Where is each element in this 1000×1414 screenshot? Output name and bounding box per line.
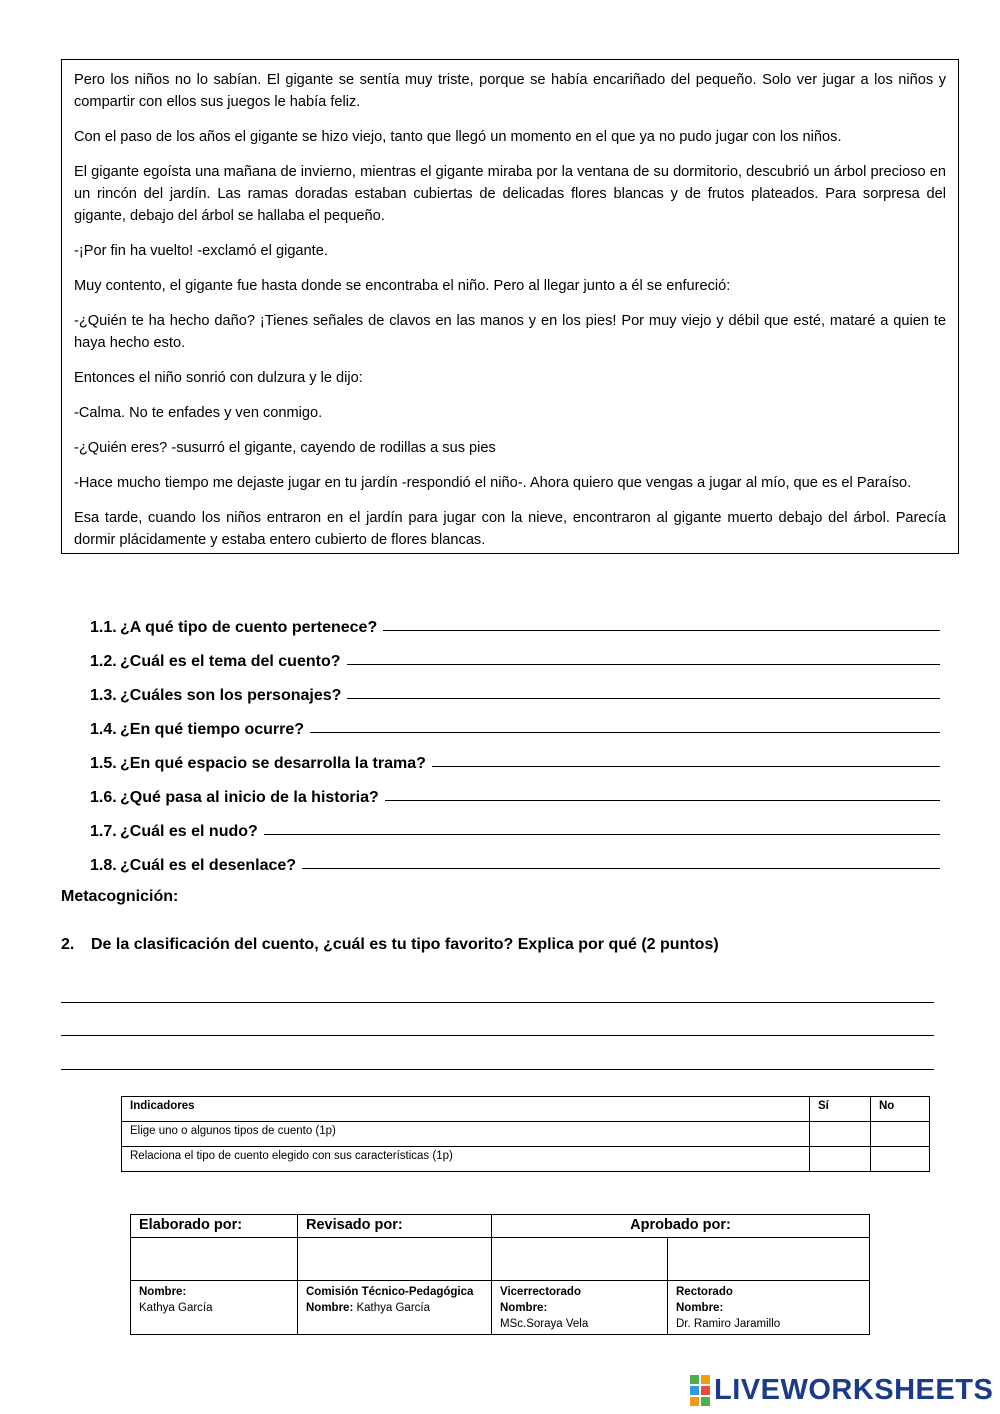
- name-value: Dr. Ramiro Jaramillo: [676, 1318, 781, 1330]
- yes-cell[interactable]: [810, 1147, 871, 1172]
- story-paragraph: -¡Por fin ha vuelto! -exclamó el gigante.: [74, 243, 328, 259]
- answer-line[interactable]: [432, 766, 940, 767]
- no-cell[interactable]: [871, 1122, 930, 1147]
- story-paragraph: Pero los niños no lo sabían. El gigante se sentía muy triste, porque se había encariñado del pequeño. Solo ver jugar a los niños y compartir con ellos sus juegos le había feliz.: [74, 72, 946, 110]
- question-text: ¿Cuál es el tema del cuento?: [120, 653, 341, 670]
- story-paragraph: Muy contento, el gigante fue hasta donde se encontraba el niño. Pero al llegar junto a él se enfureció:: [74, 278, 731, 294]
- role-title: Comisión Técnico-Pedagógica: [306, 1286, 474, 1298]
- role-title: Rectorado: [676, 1286, 733, 1298]
- indicators-table: [121, 1096, 930, 1172]
- question-row: [90, 841, 940, 875]
- name-label: Nombre:: [306, 1302, 354, 1314]
- question-number: 1.1.: [90, 619, 117, 636]
- name-value: Kathya García: [356, 1302, 430, 1314]
- question-row: [90, 739, 940, 773]
- answer-line[interactable]: [61, 1069, 934, 1070]
- signatures-header-row: [131, 1215, 870, 1238]
- question-text: ¿En qué tiempo ocurre?: [120, 721, 305, 738]
- answer-line[interactable]: [61, 1035, 934, 1036]
- signature-cell: [298, 1238, 492, 1281]
- liveworksheets-logo[interactable]: [690, 1370, 993, 1410]
- name-value: MSc.Soraya Vela: [500, 1318, 589, 1330]
- story-paragraph: Entonces el niño sonrió con dulzura y le dijo:: [74, 370, 363, 386]
- question-row: [90, 637, 940, 671]
- name-label: Nombre:: [500, 1302, 548, 1314]
- indicator-row: [122, 1147, 930, 1172]
- signature-cell: [668, 1238, 870, 1281]
- story-paragraph: -¿Quién eres? -susurró el gigante, cayendo de rodillas a sus pies: [74, 440, 496, 456]
- liveworksheets-brand: LIVEWORKSHEETS: [714, 1373, 994, 1406]
- name-label: Nombre:: [676, 1302, 724, 1314]
- yes-header: Sí: [810, 1097, 871, 1122]
- question-number: 1.2.: [90, 653, 117, 670]
- question-text: ¿Cuál es el nudo?: [120, 823, 258, 840]
- question-row: [90, 671, 940, 705]
- signature-names-row: [131, 1281, 870, 1335]
- signature-cell: [131, 1238, 298, 1281]
- question-text: ¿Qué pasa al inicio de la historia?: [120, 789, 379, 806]
- indicator-row: [122, 1122, 930, 1147]
- story-paragraph: El gigante egoísta una mañana de invierno, mientras el gigante miraba por la ventana de su dormitorio, descubrió un árbol precioso en un rincón del jardín. Las ramas doradas estaban cubiertas de delicadas flores blancas y de frutos plateados. Para sorpresa del gigante, debajo del árbol se hallaba el pequeño.: [74, 164, 946, 224]
- questions-list: [90, 603, 940, 875]
- metacognition-heading: Metacognición:: [61, 888, 179, 905]
- question-text: ¿En qué espacio se desarrolla la trama?: [120, 755, 426, 772]
- story-paragraph: Con el paso de los años el gigante se hizo viejo, tanto que llegó un momento en el que ya no pudo jugar con los niños.: [74, 129, 842, 145]
- name-value: Kathya García: [139, 1302, 213, 1314]
- story-paragraph: Esa tarde, cuando los niños entraron en el jardín para jugar con la nieve, encontraron al gigante muerto debajo del árbol. Parecía dormir plácidamente y estaba entero cubierto de flores blancas.: [74, 510, 946, 548]
- signature-cell: [492, 1238, 668, 1281]
- indicators-header: Indicadores: [122, 1097, 810, 1122]
- question-number: 1.5.: [90, 755, 117, 772]
- elaborado-header: Elaborado por:: [131, 1215, 298, 1238]
- question-number: 1.4.: [90, 721, 117, 738]
- signature-space-row: [131, 1238, 870, 1281]
- question-number: 1.3.: [90, 687, 117, 704]
- answer-line[interactable]: [347, 664, 941, 665]
- question-number: 1.7.: [90, 823, 117, 840]
- rectorado-cell: [668, 1281, 870, 1335]
- question-2: [61, 936, 719, 954]
- answer-line[interactable]: [310, 732, 940, 733]
- question-row: [90, 603, 940, 637]
- question-2-text: De la clasificación del cuento, ¿cuál es tu tipo favorito? Explica por qué (2 puntos): [91, 936, 719, 953]
- question-text: ¿Cuál es el desenlace?: [120, 857, 297, 874]
- question-text: ¿Cuáles son los personajes?: [120, 687, 342, 704]
- question-row: [90, 773, 940, 807]
- no-cell[interactable]: [871, 1147, 930, 1172]
- role-title: Vicerrectorado: [500, 1286, 581, 1298]
- revisado-header: Revisado por:: [298, 1215, 492, 1238]
- name-label: Nombre:: [139, 1286, 187, 1298]
- question-text: ¿A qué tipo de cuento pertenece?: [120, 619, 378, 636]
- story-paragraph: -¿Quién te ha hecho daño? ¡Tienes señales de clavos en las manos y en los pies! Por muy viejo y débil que esté, mataré a quien te haya hecho esto.: [74, 313, 946, 351]
- answer-line[interactable]: [347, 698, 940, 699]
- yes-cell[interactable]: [810, 1122, 871, 1147]
- signatures-table: [130, 1214, 870, 1335]
- answer-line[interactable]: [383, 630, 940, 631]
- question-2-number: 2.: [61, 936, 75, 953]
- vicerrectorado-cell: [492, 1281, 668, 1335]
- question-row: [90, 807, 940, 841]
- question-number: 1.6.: [90, 789, 117, 806]
- answer-line[interactable]: [302, 868, 940, 869]
- answer-line[interactable]: [61, 1002, 934, 1003]
- question-row: [90, 705, 940, 739]
- answer-line[interactable]: [264, 834, 940, 835]
- story-paragraph: -Calma. No te enfades y ven conmigo.: [74, 405, 323, 421]
- answer-line[interactable]: [385, 800, 940, 801]
- story-text-box: [61, 59, 959, 554]
- revisado-cell: [298, 1281, 492, 1335]
- indicators-header-row: [122, 1097, 930, 1122]
- indicator-text: Relaciona el tipo de cuento elegido con sus características (1p): [122, 1147, 810, 1172]
- story-paragraph: -Hace mucho tiempo me dejaste jugar en tu jardín -respondió el niño-. Ahora quiero que vengas a jugar al mío, que es el Paraíso.: [74, 475, 912, 491]
- liveworksheets-logo-icon: [690, 1375, 710, 1406]
- question-number: 1.8.: [90, 857, 117, 874]
- no-header: No: [871, 1097, 930, 1122]
- indicator-text: Elige uno o algunos tipos de cuento (1p): [122, 1122, 810, 1147]
- elaborado-cell: [131, 1281, 298, 1335]
- aprobado-header: Aprobado por:: [492, 1215, 870, 1238]
